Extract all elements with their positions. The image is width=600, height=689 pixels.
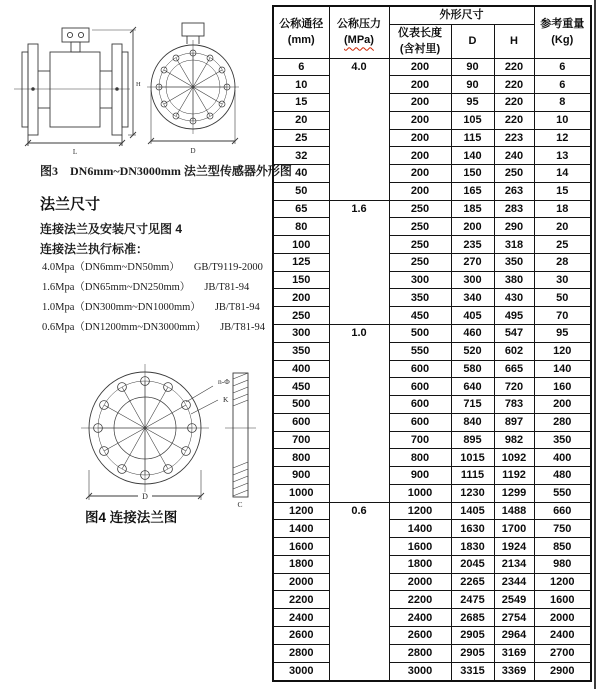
d-cell: 140 <box>451 147 494 165</box>
d-cell: 405 <box>451 307 494 325</box>
d-cell: 200 <box>451 218 494 236</box>
table-row <box>273 484 591 502</box>
weight-cell: 280 <box>534 413 591 431</box>
d-cell: 95 <box>451 94 494 112</box>
dn-cell: 700 <box>273 431 329 449</box>
dn-cell: 1200 <box>273 502 329 520</box>
h-cell: 3169 <box>494 644 534 662</box>
length-cell: 3000 <box>389 662 451 681</box>
weight-cell: 50 <box>534 289 591 307</box>
length-cell: 1400 <box>389 520 451 538</box>
h-cell: 1924 <box>494 538 534 556</box>
h-cell: 720 <box>494 378 534 396</box>
h-cell: 897 <box>494 413 534 431</box>
dim-label-l: L <box>72 148 78 156</box>
table-body <box>273 58 591 681</box>
length-cell: 600 <box>389 396 451 414</box>
d-cell: 270 <box>451 253 494 271</box>
h-cell: 250 <box>494 165 534 183</box>
table-row <box>273 271 591 289</box>
table-row <box>273 58 591 76</box>
pressure-cell: 4.0 <box>329 58 389 200</box>
table-row <box>273 218 591 236</box>
weight-cell: 8 <box>534 94 591 112</box>
length-cell: 600 <box>389 413 451 431</box>
standard-line <box>42 259 263 274</box>
h-cell: 240 <box>494 147 534 165</box>
dn-cell: 10 <box>273 76 329 94</box>
table-row <box>273 129 591 147</box>
length-cell: 2400 <box>389 609 451 627</box>
length-cell: 600 <box>389 378 451 396</box>
connecting-flange-drawing <box>55 350 260 510</box>
label-flange-d: D <box>142 492 148 501</box>
table-row <box>273 200 591 218</box>
weight-cell: 2000 <box>534 609 591 627</box>
d-cell: 165 <box>451 182 494 200</box>
weight-cell: 750 <box>534 520 591 538</box>
dn-cell: 400 <box>273 360 329 378</box>
length-cell: 700 <box>389 431 451 449</box>
dn-cell: 3000 <box>273 662 329 681</box>
h-cell: 220 <box>494 76 534 94</box>
length-cell: 1600 <box>389 538 451 556</box>
header-h: H <box>494 24 534 58</box>
dn-cell: 1800 <box>273 555 329 573</box>
weight-cell: 12 <box>534 129 591 147</box>
table-row <box>273 342 591 360</box>
h-cell: 602 <box>494 342 534 360</box>
weight-cell: 980 <box>534 555 591 573</box>
length-cell: 200 <box>389 58 451 76</box>
weight-cell: 2400 <box>534 627 591 645</box>
length-cell: 200 <box>389 165 451 183</box>
table-row <box>273 413 591 431</box>
dn-cell: 125 <box>273 253 329 271</box>
length-cell: 1800 <box>389 555 451 573</box>
standard-line <box>42 299 260 314</box>
table-row <box>273 236 591 254</box>
dn-cell: 100 <box>273 236 329 254</box>
h-cell: 2754 <box>494 609 534 627</box>
weight-cell: 200 <box>534 396 591 414</box>
standard-spec: 1.6Mpa（DN65mm~DN250mm） <box>42 282 191 293</box>
length-cell: 200 <box>389 111 451 129</box>
length-cell: 450 <box>389 307 451 325</box>
dn-cell: 6 <box>273 58 329 76</box>
h-cell: 220 <box>494 94 534 112</box>
dn-cell: 2000 <box>273 573 329 591</box>
standard-code: JB/T81-94 <box>214 302 260 313</box>
dn-cell: 50 <box>273 182 329 200</box>
fig4-caption: 图4 连接法兰图 <box>85 510 178 525</box>
dn-cell: 25 <box>273 129 329 147</box>
length-cell: 1000 <box>389 484 451 502</box>
weight-cell: 6 <box>534 76 591 94</box>
table-row <box>273 324 591 342</box>
dn-cell: 32 <box>273 147 329 165</box>
label-bolt-count: n-Φ <box>218 377 230 386</box>
fig3-caption: 图3 DN6mm~DN3000mm 法兰型传感器外形图 <box>40 164 292 178</box>
dimension-table <box>272 5 592 682</box>
table-row <box>273 538 591 556</box>
standard-code: JB/T81-94 <box>220 322 265 333</box>
table-row <box>273 76 591 94</box>
weight-cell: 28 <box>534 253 591 271</box>
length-cell: 200 <box>389 182 451 200</box>
length-cell: 2600 <box>389 627 451 645</box>
dn-cell: 1000 <box>273 484 329 502</box>
d-cell: 90 <box>451 76 494 94</box>
table-header <box>273 6 591 58</box>
d-cell: 715 <box>451 396 494 414</box>
d-cell: 460 <box>451 324 494 342</box>
weight-cell: 480 <box>534 467 591 485</box>
dn-cell: 2400 <box>273 609 329 627</box>
weight-cell: 550 <box>534 484 591 502</box>
weight-cell: 160 <box>534 378 591 396</box>
dn-cell: 900 <box>273 467 329 485</box>
dn-cell: 40 <box>273 165 329 183</box>
length-cell: 250 <box>389 236 451 254</box>
d-cell: 1630 <box>451 520 494 538</box>
length-cell: 250 <box>389 218 451 236</box>
dim-label-d: D <box>190 147 196 155</box>
dn-cell: 2600 <box>273 627 329 645</box>
length-cell: 200 <box>389 76 451 94</box>
h-cell: 2549 <box>494 591 534 609</box>
d-cell: 1830 <box>451 538 494 556</box>
dn-cell: 65 <box>273 200 329 218</box>
table-row <box>273 289 591 307</box>
label-bolt-circle-k: K <box>223 395 229 404</box>
h-cell: 2344 <box>494 573 534 591</box>
length-cell: 250 <box>389 253 451 271</box>
dn-cell: 800 <box>273 449 329 467</box>
table-row <box>273 253 591 271</box>
d-cell: 105 <box>451 111 494 129</box>
table-row <box>273 555 591 573</box>
length-cell: 200 <box>389 94 451 112</box>
standard-line <box>42 319 265 334</box>
length-cell: 900 <box>389 467 451 485</box>
table-row <box>273 360 591 378</box>
weight-cell: 30 <box>534 271 591 289</box>
weight-cell: 140 <box>534 360 591 378</box>
d-cell: 3315 <box>451 662 494 681</box>
weight-cell: 95 <box>534 324 591 342</box>
dn-cell: 1400 <box>273 520 329 538</box>
d-cell: 2265 <box>451 573 494 591</box>
table-row <box>273 165 591 183</box>
d-cell: 340 <box>451 289 494 307</box>
weight-cell: 1600 <box>534 591 591 609</box>
weight-cell: 660 <box>534 502 591 520</box>
converter-box <box>62 28 89 42</box>
weight-cell: 2900 <box>534 662 591 681</box>
header-nominal-pressure: 公称压力 (MPa) <box>329 6 389 58</box>
table-row <box>273 307 591 325</box>
table-row <box>273 449 591 467</box>
table-row <box>273 396 591 414</box>
length-cell: 1200 <box>389 502 451 520</box>
page-edge-line <box>594 0 596 689</box>
sensor-side-view-drawing <box>12 26 142 156</box>
h-cell: 1700 <box>494 520 534 538</box>
d-cell: 580 <box>451 360 494 378</box>
weight-cell: 850 <box>534 538 591 556</box>
dn-cell: 250 <box>273 307 329 325</box>
dn-cell: 350 <box>273 342 329 360</box>
h-cell: 1299 <box>494 484 534 502</box>
standard-spec: 1.0Mpa（DN300mm~DN1000mm） <box>42 302 201 313</box>
dn-cell: 600 <box>273 413 329 431</box>
flange-size-heading: 法兰尺寸 <box>40 196 101 213</box>
pressure-cell: 0.6 <box>329 502 389 681</box>
h-cell: 220 <box>494 111 534 129</box>
flange-note-line1: 连接法兰及安装尺寸见图 4 <box>40 222 183 236</box>
pressure-cell: 1.0 <box>329 324 389 502</box>
sensor-body <box>50 52 100 127</box>
length-cell: 2200 <box>389 591 451 609</box>
weight-cell: 70 <box>534 307 591 325</box>
label-thickness-c: C <box>237 500 243 509</box>
length-cell: 300 <box>389 271 451 289</box>
dn-cell: 80 <box>273 218 329 236</box>
dn-cell: 300 <box>273 324 329 342</box>
length-cell: 200 <box>389 129 451 147</box>
d-cell: 640 <box>451 378 494 396</box>
h-cell: 665 <box>494 360 534 378</box>
header-instrument-length: 仪表长度 (含衬里) <box>389 24 451 58</box>
dn-cell: 2800 <box>273 644 329 662</box>
h-cell: 220 <box>494 58 534 76</box>
dn-cell: 500 <box>273 396 329 414</box>
dn-cell: 15 <box>273 94 329 112</box>
table-row <box>273 609 591 627</box>
weight-cell: 20 <box>534 218 591 236</box>
weight-cell: 15 <box>534 182 591 200</box>
weight-cell: 13 <box>534 147 591 165</box>
length-cell: 2000 <box>389 573 451 591</box>
h-cell: 263 <box>494 182 534 200</box>
length-cell: 800 <box>389 449 451 467</box>
weight-cell: 6 <box>534 58 591 76</box>
table-row <box>273 662 591 681</box>
length-cell: 350 <box>389 289 451 307</box>
table-row <box>273 378 591 396</box>
h-cell: 380 <box>494 271 534 289</box>
h-cell: 318 <box>494 236 534 254</box>
table-row <box>273 94 591 112</box>
d-cell: 840 <box>451 413 494 431</box>
weight-cell: 1200 <box>534 573 591 591</box>
dn-cell: 1600 <box>273 538 329 556</box>
h-cell: 495 <box>494 307 534 325</box>
d-cell: 1015 <box>451 449 494 467</box>
weight-cell: 120 <box>534 342 591 360</box>
h-cell: 982 <box>494 431 534 449</box>
dn-cell: 2200 <box>273 591 329 609</box>
h-cell: 547 <box>494 324 534 342</box>
dn-cell: 450 <box>273 378 329 396</box>
sensor-front-view-drawing <box>146 20 242 160</box>
pressure-cell: 1.6 <box>329 200 389 324</box>
d-cell: 2905 <box>451 644 494 662</box>
d-cell: 1405 <box>451 502 494 520</box>
h-cell: 2134 <box>494 555 534 573</box>
h-cell: 290 <box>494 218 534 236</box>
dim-label-h: H <box>136 81 141 88</box>
d-cell: 2905 <box>451 627 494 645</box>
h-cell: 283 <box>494 200 534 218</box>
d-cell: 150 <box>451 165 494 183</box>
length-cell: 550 <box>389 342 451 360</box>
table-row <box>273 644 591 662</box>
d-cell: 185 <box>451 200 494 218</box>
dn-cell: 200 <box>273 289 329 307</box>
h-cell: 223 <box>494 129 534 147</box>
dn-cell: 150 <box>273 271 329 289</box>
h-cell: 350 <box>494 253 534 271</box>
weight-cell: 10 <box>534 111 591 129</box>
d-cell: 895 <box>451 431 494 449</box>
weight-cell: 350 <box>534 431 591 449</box>
standard-code: JB/T81-94 <box>204 282 250 293</box>
d-cell: 115 <box>451 129 494 147</box>
weight-cell: 25 <box>534 236 591 254</box>
table-row <box>273 520 591 538</box>
length-cell: 500 <box>389 324 451 342</box>
header-nominal-diameter: 公称通径 (mm) <box>273 6 329 58</box>
d-cell: 300 <box>451 271 494 289</box>
standard-spec: 0.6Mpa（DN1200mm~DN3000mm） <box>42 322 207 333</box>
d-cell: 1230 <box>451 484 494 502</box>
dn-cell: 20 <box>273 111 329 129</box>
table-row <box>273 147 591 165</box>
weight-cell: 400 <box>534 449 591 467</box>
h-cell: 1488 <box>494 502 534 520</box>
length-cell: 2800 <box>389 644 451 662</box>
table-row <box>273 573 591 591</box>
d-cell: 235 <box>451 236 494 254</box>
h-cell: 783 <box>494 396 534 414</box>
h-cell: 1092 <box>494 449 534 467</box>
mpa-unit-spellcheck: (MPa) <box>344 34 374 47</box>
d-cell: 2045 <box>451 555 494 573</box>
standard-code: GB/T9119-2000 <box>193 262 263 273</box>
length-cell: 600 <box>389 360 451 378</box>
table-row <box>273 502 591 520</box>
weight-cell: 18 <box>534 200 591 218</box>
header-outline-dimensions: 外形尺寸 <box>389 6 534 24</box>
d-cell: 520 <box>451 342 494 360</box>
table-row <box>273 111 591 129</box>
h-cell: 3369 <box>494 662 534 681</box>
standard-spec: 4.0Mpa（DN6mm~DN50mm） <box>42 262 180 273</box>
table-row <box>273 467 591 485</box>
h-cell: 430 <box>494 289 534 307</box>
table-row <box>273 627 591 645</box>
h-cell: 1192 <box>494 467 534 485</box>
table-row <box>273 591 591 609</box>
header-d: D <box>451 24 494 58</box>
flange-note-line2: 连接法兰执行标准： <box>40 242 149 256</box>
h-cell: 2964 <box>494 627 534 645</box>
weight-cell: 2700 <box>534 644 591 662</box>
length-cell: 250 <box>389 200 451 218</box>
d-cell: 2685 <box>451 609 494 627</box>
d-cell: 1115 <box>451 467 494 485</box>
standard-line <box>42 279 249 294</box>
table-row <box>273 182 591 200</box>
d-cell: 2475 <box>451 591 494 609</box>
d-cell: 90 <box>451 58 494 76</box>
length-cell: 200 <box>389 147 451 165</box>
weight-cell: 14 <box>534 165 591 183</box>
table-row <box>273 431 591 449</box>
header-reference-weight: 参考重量 (Kg) <box>534 6 591 58</box>
